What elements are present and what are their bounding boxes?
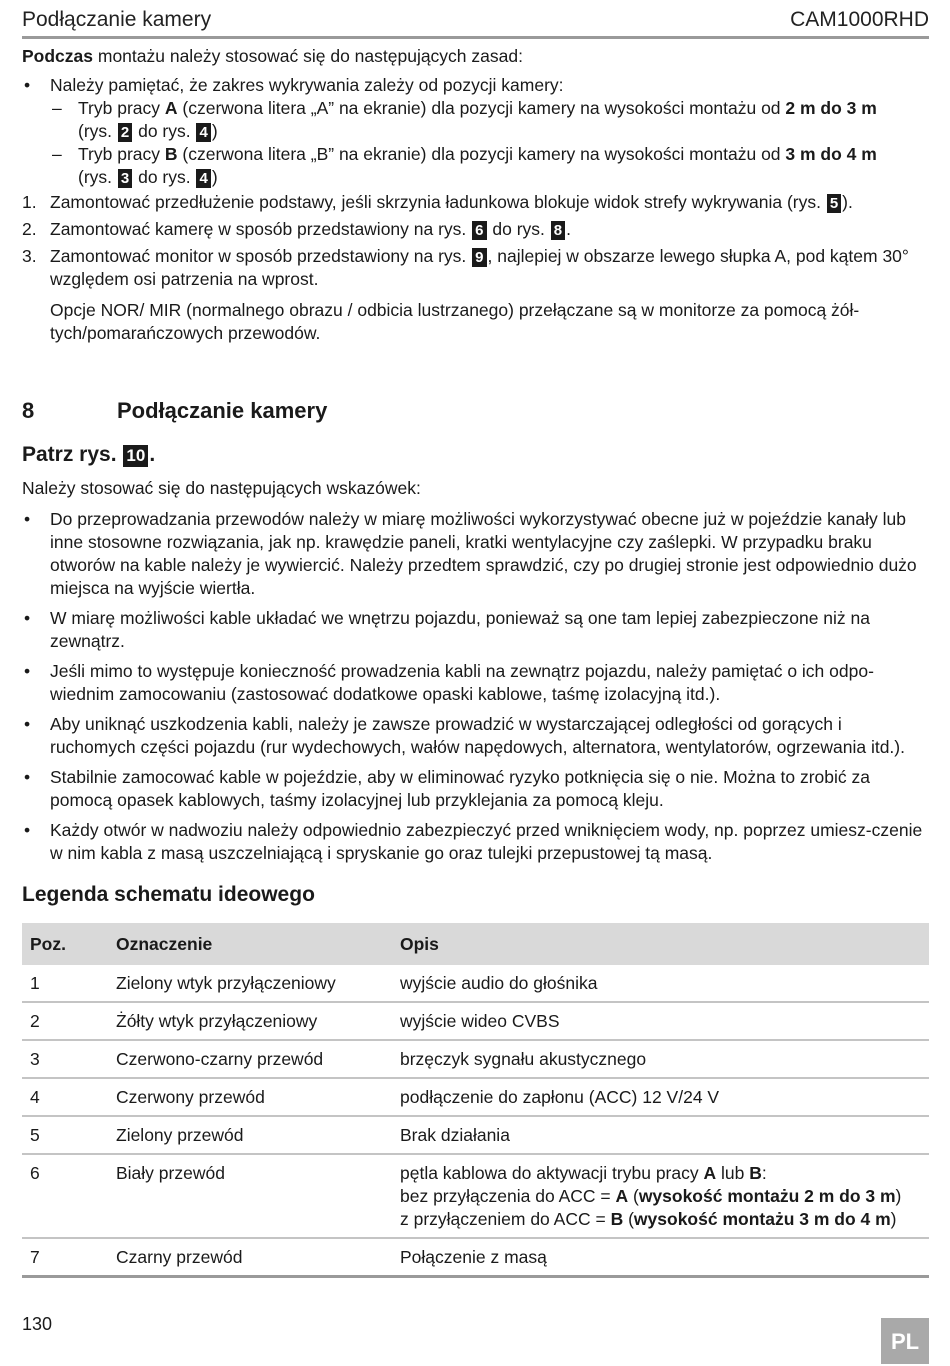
- figure-ref: 10: [123, 445, 148, 467]
- header-title: Podłączanie kamery: [22, 8, 212, 31]
- table-row: 2 Żółty wtyk przyłączeniowy wyjście wideo CVBS: [22, 1002, 929, 1040]
- mode-a-item: – Tryb pracy A (czerwona litera „A” na ekranie) dla pozycji kamery na wysokości montażu od 2 m do 3 m (rys. 2 do rys. 4 ): [50, 97, 929, 143]
- mode-note: • Należy pamiętać, że zakres wykrywania zależy od pozycji kamery: – Tryb pracy A (czerwona litera „A” na ekranie) dla pozycji kamery na wysokości montażu od 2 m do 3 m (rys. 2 do rys. 4 ) – Tryb pracy B (czerwona litera „B” na ekranie) dla pozycji kamery na wysokości montażu od 3 m do 4 m (rys. 3 do rys. 4 ): [22, 74, 929, 189]
- column-header-name: Oznaczenie: [108, 923, 392, 965]
- step-3: 3. Zamontować monitor w sposób przedstawiony na rys. 9 , najlepiej w obszarze lewego słupka A, pod kątem 30° względem osi patrzenia na wprost. Opcje NOR/ MIR (normalnego obrazu / odbicia lustrzanego) przełączane są w monitorze za pomocą żół-tych/pomarańczowych przewodów.: [22, 245, 929, 345]
- column-header-desc: Opis: [392, 923, 929, 965]
- step-1: 1. Zamontować przedłużenie podstawy, jeśli skrzynia ładunkowa blokuje widok strefy wykrywania (rys. 5 ).: [22, 192, 853, 212]
- see-figure-heading: Patrz rys. 10 .: [22, 443, 156, 466]
- figure-ref: 8: [551, 221, 565, 240]
- mode-note-list: [22, 74, 929, 189]
- legend-title: Legenda schematu ideowego: [22, 883, 315, 906]
- tip-item: • Stabilnie zamocować kable w pojeździe, aby w eliminować ryzyko potknięcia się o nie. Można to zrobić za pomocą opasek kablowych, taśmy izolacyjnej lub przyklejania za pomocą kleju.: [22, 766, 929, 812]
- tip-item: • Każdy otwór w nadwoziu należy odpowiednio zabezpieczyć przed wniknięciem wody, np. poprzez umiesz-czenie w nim kabla z masą uszczelniającą i spryskanie go oraz tulejki przepustowej tą masą.: [22, 819, 929, 865]
- mode-b-item: – Tryb pracy B (czerwona litera „B” na ekranie) dla pozycji kamery na wysokości montażu od 3 m do 4 m (rys. 3 do rys. 4 ): [50, 143, 929, 189]
- tip-item: • Jeśli mimo to występuje konieczność prowadzenia kabli na zewnątrz pojazdu, należy pamiętać o ich odpo-wiednim zamocowaniu (zastosować dodatkowe opaski kablowe, taśmę izolacyjną itd.).: [22, 660, 929, 706]
- table-row: 7 Czarny przewód Połączenie z masą: [22, 1238, 929, 1277]
- mode-list: [50, 97, 929, 189]
- table-row: 4 Czerwony przewód podłączenie do zapłonu (ACC) 12 V/24 V: [22, 1078, 929, 1116]
- figure-ref: 4: [196, 123, 210, 142]
- figure-ref: 3: [118, 169, 132, 188]
- language-badge: PL: [881, 1318, 929, 1364]
- figure-ref: 9: [472, 248, 486, 267]
- header-model: CAM1000RHD: [790, 8, 929, 31]
- page-number: 130: [22, 1314, 53, 1334]
- tip-item: • Aby uniknąć uszkodzenia kabli, należy je zawsze prowadzić w wystarczającej odległości od gorących i ruchomych części pojazdu (rur wydechowych, wałów napędowych, alternatora, wentylatorów, ogrzewania itd.).: [22, 713, 929, 759]
- table-header-row: [22, 923, 929, 965]
- page-header: [22, 6, 929, 39]
- figure-ref: 5: [827, 194, 841, 213]
- figure-ref: 6: [472, 221, 486, 240]
- figure-ref: 2: [118, 123, 132, 142]
- intro-paragraph: Podczas montażu należy stosować się do następujących zasad:: [22, 46, 523, 66]
- legend-table: [22, 923, 929, 1278]
- table-row: 6 Biały przewód pętla kablowa do aktywacji trybu pracy A lub B: bez przyłączenia do ACC = A (wysokość montażu 2 m do 3 m) z przyłączeniem do ACC = B (wysokość montażu 3 m do 4 m): [22, 1154, 929, 1238]
- table-row: 1 Zielony wtyk przyłączeniowy wyjście audio do głośnika: [22, 965, 929, 1002]
- table-row: 3 Czerwono-czarny przewód brzęczyk sygnału akustycznego: [22, 1040, 929, 1078]
- step-2: 2. Zamontować kamerę w sposób przedstawiony na rys. 6 do rys. 8 .: [22, 219, 571, 239]
- section-heading: 8 Podłączanie kamery: [22, 398, 328, 423]
- tip-item: • Do przeprowadzania przewodów należy w miarę możliwości wykorzystywać obecne już w pojeździe kanały lub inne stosowne rozwiązania, jak np. krawędzie paneli, kratki wentylacyjne czy zaślepki. W przypadku braku otworów na kable należy je wywiercić. Należy przedtem sprawdzić, czy po drugiej stronie jest odpowiednio dużo miejsca na wyjście wiertła.: [22, 508, 929, 600]
- step-3-note: Opcje NOR/ MIR (normalnego obrazu / odbicia lustrzanego) przełączane są w monitorze za pomocą żół-tych/pomarańczowych przewodów.: [50, 300, 860, 343]
- mounting-steps: [22, 191, 929, 345]
- column-header-pos: Poz.: [22, 923, 108, 965]
- tips-list: [22, 508, 929, 865]
- figure-ref: 4: [196, 169, 210, 188]
- tips-lead: Należy stosować się do następujących wskazówek:: [22, 478, 421, 498]
- table-row: 5 Zielony przewód Brak działania: [22, 1116, 929, 1154]
- document-page: [22, 6, 929, 1278]
- tip-item: • W miarę możliwości kable układać we wnętrzu pojazdu, ponieważ są one tam lepiej zabezpieczone niż na zewnątrz.: [22, 607, 929, 653]
